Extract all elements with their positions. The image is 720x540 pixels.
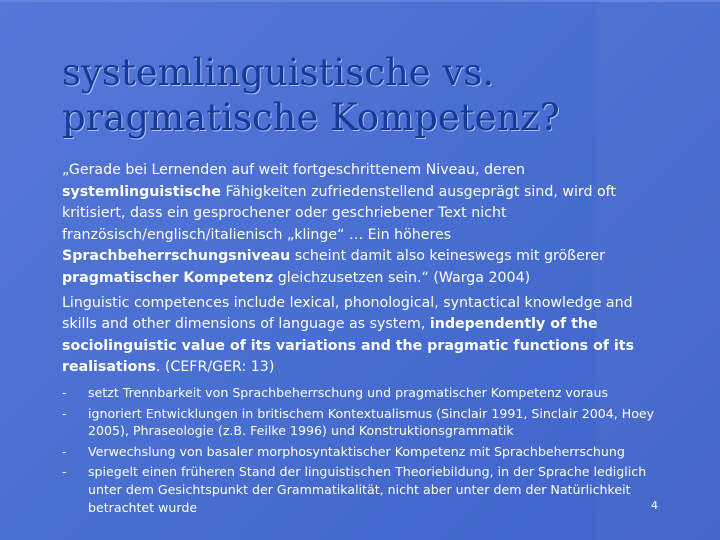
list-item-text: ignoriert Entwicklungen in britischem Kontextualismus (Sinclair 1991, Sinclair 2004, Hoey 2005), Phraseologie (z.B. Feilke 1996) und Konstruktionsgrammatik xyxy=(88,405,655,439)
definition-text-1: Linguistic competences include lexical, phonological, syntactical knowledge and skills and other dimensions of language as system, xyxy=(62,294,633,333)
list-dash: - xyxy=(62,443,67,459)
list-item-text: spiegelt einen früheren Stand der linguistischen Theoriebildung, in der Sprache lediglich unter dem Gesichtspunkt der Grammatikalität, nicht aber unter dem der Natürlichkeit betrachtet wurde xyxy=(88,464,647,515)
list-dash: - xyxy=(62,384,67,400)
page-number: 4 xyxy=(651,499,658,512)
slide-body xyxy=(62,160,662,519)
definition-text-2: . (CEFR/GER: 13) xyxy=(155,359,275,376)
quote-text-3: scheint damit also keineswegs mit größerer xyxy=(290,248,605,265)
list-item xyxy=(62,463,662,516)
definition-paragraph xyxy=(62,293,662,379)
quote-bold-2: Sprachbeherrschungsniveau xyxy=(62,248,291,265)
definition-bold-1: independently of the sociolinguistic value of its variations and the pragmatic functions of its realisations xyxy=(62,316,635,376)
quote-text-1: „Gerade bei Lernenden auf weit fortgeschrittenem Niveau, deren xyxy=(62,162,526,178)
quote-bold-3: pragmatischer Kompetenz xyxy=(62,269,274,286)
top-edge-line xyxy=(0,0,720,2)
list-item-text: setzt Trennbarkeit von Sprachbeherrschung und pragmatischer Kompetenz voraus xyxy=(88,384,609,400)
quote-text-2: Fähigkeiten zufriedenstellend ausgeprägt sind, wird oft kritisiert, dass ein gesprochener oder geschriebener Text nicht französisch/englisch/italienisch „klinge“ … Ein höheres xyxy=(62,183,616,243)
list-item xyxy=(62,384,662,402)
slide-title-line-2: pragmatische Kompetenz? xyxy=(62,96,560,139)
list-item xyxy=(62,405,662,440)
list-dash: - xyxy=(62,405,67,421)
slide-title-line-1: systemlinguistische vs. xyxy=(62,51,495,94)
quote-paragraph xyxy=(62,160,662,290)
list-item-text: Verwechslung von basaler morphosyntaktischer Kompetenz mit Sprachbeherrschung xyxy=(88,443,625,459)
list-dash: - xyxy=(62,464,67,480)
slide-title xyxy=(62,50,560,140)
list-item xyxy=(62,443,662,461)
critique-list xyxy=(62,384,662,516)
quote-text-4: gleichzusetzen sein.“ (Warga 2004) xyxy=(273,269,531,286)
quote-bold-1: systemlinguistische xyxy=(62,183,221,200)
